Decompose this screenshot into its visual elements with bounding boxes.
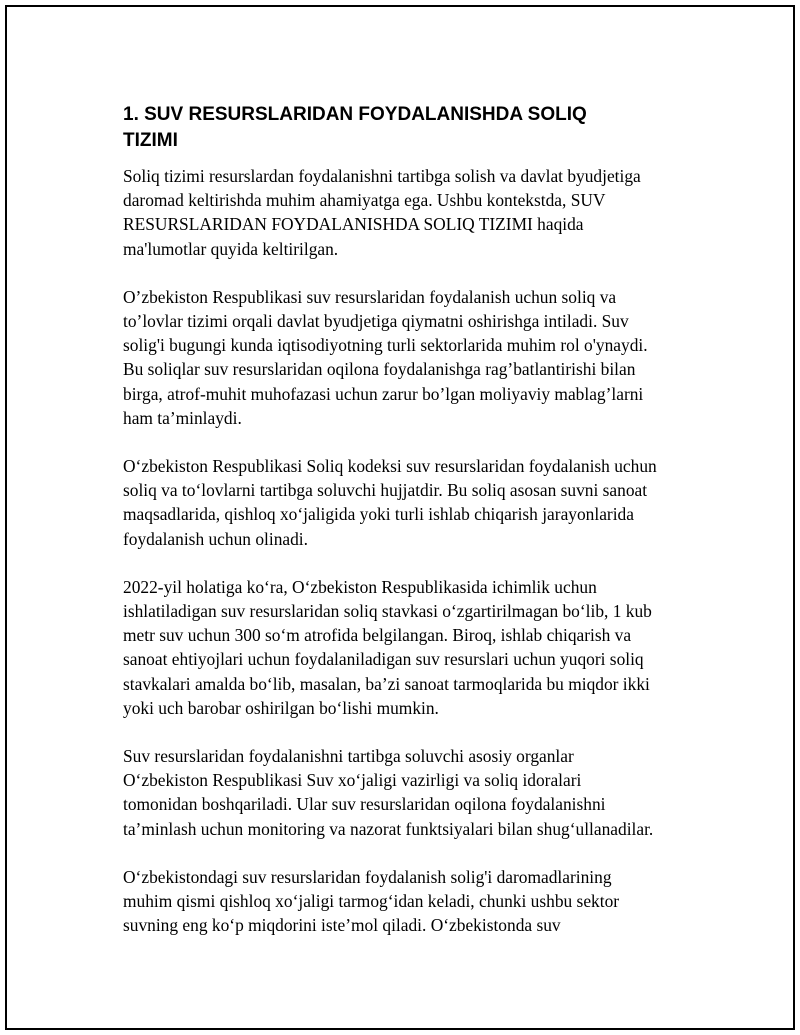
- paragraph-agriculture: O‘zbekistondagi suv resurslaridan foydalanish solig'i daromadlarining muhim qismi qishloq xo‘jaligi tarmog‘idan keladi, chunki ushbu sektor suvning eng ko‘p miqdorini iste’mol qiladi. O‘zbekistonda suv: [123, 866, 620, 936]
- paragraph-tax-rates: 2022-yil holatiga ko‘ra, O‘zbekiston Respublikasida ichimlik uchun ishlatiladigan suv resurslaridan soliq stavkasi o‘zgartirilmagan bo‘lib, 1 kub metr suv uchun 300 so‘m atrofida belgilangan. Biroq, ishlab chiqarish va sanoat ehtiyojlari uchun foydalaniladigan suv resurslari uchun yuqori soliq stavkalari amalda bo‘lib, masalan, ba’zi sanoat tarmoqlarida bu miqdor ikki yoki uch barobar oshirilgan bo‘lishi mumkin.: [123, 576, 652, 718]
- paragraph-authorities: Suv resurslaridan foydalanishni tartibga soluvchi asosiy organlar O‘zbekiston Respublikasi Suv xo‘jaligi vazirligi va soliq idoralari tomonidan boshqariladi. Ular suv resurslaridan oqilona foydalanishni ta’minlash uchun monitoring va nazorat funktsiyalari bilan shug‘ullanadilar.: [123, 746, 654, 839]
- paragraph-intro: Soliq tizimi resurslardan foydalanishni tartibga solish va davlat byudjetiga daromad keltirishda muhim ahamiyatga ega. Ushbu kontekstda, SUV RESURSLARIDAN FOYDALANISHDA SOLIQ TIZIMI haqida ma'lumotlar quyida keltirilgan.: [123, 166, 641, 259]
- document-body: [123, 102, 703, 961]
- section-title: 1. SUV RESURSLARIDAN FOYDALANISHDA SOLIQ TIZIMI: [123, 104, 587, 151]
- paragraph-tax-system: O’zbekiston Respublikasi suv resurslaridan foydalanish uchun soliq va to’lovlar tizimi orqali davlat byudjetiga qiymatni oshirishga intiladi. Suv solig'i bugungi kunda iqtisodiyotning turli sektorlarida muhim rol o'ynaydi. Bu soliqlar suv resurslaridan oqilona foydalanishga rag’batlantirishi bilan birga, atrof-muhit muhofazasi uchun zarur bo’lgan moliyaviy mablag’larni ham ta’minlaydi.: [123, 286, 648, 428]
- document-page: [5, 5, 795, 1030]
- paragraph-tax-code: O‘zbekiston Respublikasi Soliq kodeksi suv resurslaridan foydalanish uchun soliq va to‘lovlarni tartibga soluvchi hujjatdir. Bu soliq asosan suvni sanoat maqsadlarida, qishloq xo‘jaligida yoki turli ishlab chiqarish jarayonlarida foydalanish uchun olinadi.: [123, 456, 657, 549]
